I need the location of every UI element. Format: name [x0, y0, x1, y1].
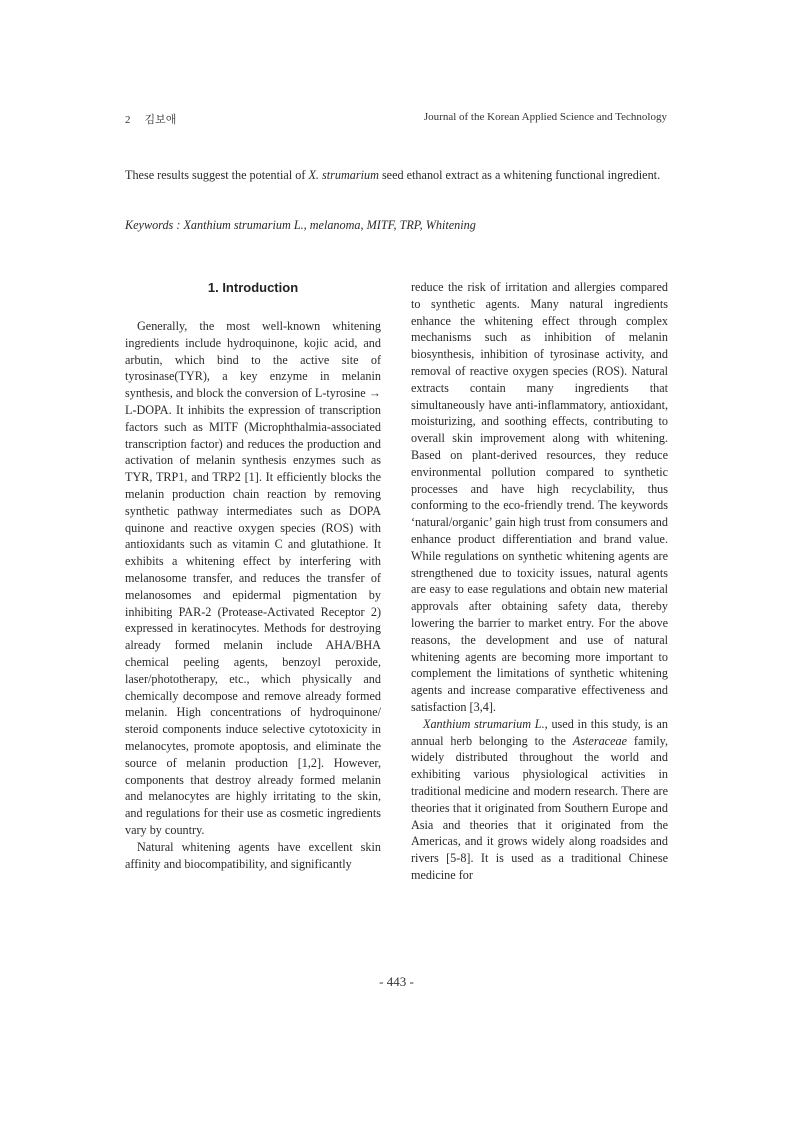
abstract-conclusion	[125, 167, 668, 184]
species-name: X. strumarium	[308, 168, 379, 182]
page-number: 2	[125, 114, 131, 126]
paragraph-3-text-end: family, widely distributed throughout the world and exhibiting various physiological activities in traditional medicine and modern research. There are theories that it originated from Southern Europe and Asia and theories that it originated from the Americas, and it grows widely along roadsides and rivers [5-8]. It is used as a traditional Chinese medicine for	[411, 733, 668, 882]
author-name: 김보애	[144, 114, 177, 126]
paragraph-2-cont: reduce the risk of irritation and allergies compared to synthetic agents. Many natural ingredients enhance the whitening effect through complex mechanisms such as inhibition of melanin biosynthesis, inhibition of tyrosinase activity, and removal of reactive oxygen species (ROS). Natural extracts contain many ingredients that simultaneously have anti-inflammatory, antioxidant, moisturizing, and soothing effects, contributing to overall skin improvement along with whitening. Based on plant-derived resources, they reduce environmental pollution compared to synthetic processes and have high recyclability, thus conforming to the eco-friendly trend. The keywords ‘natural/organic’ gain high trust from consumers and enhance product differentiation and brand value. While regulations on synthetic whitening agents are strengthened due to toxicity issues, natural agents are easy to ease regulations and obtain new material approvals after obtaining safety data, thereby lowering the barrier to market entry. For the above reasons, the development and use of natural whitening agents are becoming more important to complement the limitations of synthetic whitening agents and increase comparative effectiveness and satisfaction [3,4].	[411, 280, 668, 714]
journal-title: Journal of the Korean Applied Science and Technology	[423, 111, 667, 123]
section-heading: 1. Introduction	[207, 280, 299, 295]
header-left	[125, 111, 190, 127]
species-name: Xanthium strumarium L.	[423, 716, 545, 731]
page-footer: - 443 -	[379, 974, 414, 989]
keywords-line	[125, 217, 668, 234]
paragraph-2-start: Natural whitening agents have excellent skin affinity and biocompatibility, and significantly	[125, 839, 381, 871]
running-header	[125, 111, 667, 127]
paragraph-3	[411, 716, 668, 884]
paragraph-1: Generally, the most well-known whitening ingredients include hydroquinone, kojic acid, and arbutin, which bind to the active site of tyrosinase(TYR), a key enzyme in melanin synthesis, and block the conversion of L-tyrosine → L-DOPA. It inhibits the expression of transcription factors such as MITF (Microphthalmia-associated transcription factor) and reduces the production and activation of melanin synthesis enzymes such as TYR, TRP1, and TRP2 [1]. It efficiently blocks the melanin production chain reaction by removing synthetic pathway intermediates such as DOPA quinone and reactive oxygen species (ROS) with antioxidants such as vitamin C and glutathione. It exhibits a whitening effect by interfering with melanosome transfer, and reduces the transfer of melanosomes and epidermal pigmentation by inhibiting PAR-2 (Protease-Activated Receptor 2) expressed in keratinocytes. Methods for destroying already formed melanin include AHA/BHA chemical peeling agents, benzoyl peroxide, laser/phototherapy, etc., which physically and chemically decompose and remove already formed melanin. High concentrations of hydroquinone/ steroid components induce selective cytotoxicity in melanocytes, promote apoptosis, and eliminate the source of melanin production [1,2]. However, components that destroy already formed melanin and melanocytes are highly irritating to the skin, and regulations for their use as cosmetic ingredients vary by country.	[125, 319, 381, 837]
abstract-text-end: seed ethanol extract as a whitening functional ingredient.	[378, 168, 661, 182]
abstract-text: These results suggest the potential of	[125, 168, 309, 182]
left-column	[125, 279, 381, 872]
paragraph-3-text: , used in this study, is an annual herb belonging to the	[411, 716, 668, 748]
right-column	[411, 279, 668, 884]
keywords-label: Keywords :	[125, 218, 184, 232]
keywords-terms: Xanthium strumarium L., melanoma, MITF, TRP, Whitening	[183, 218, 476, 232]
family-name: Asteraceae	[572, 733, 627, 748]
